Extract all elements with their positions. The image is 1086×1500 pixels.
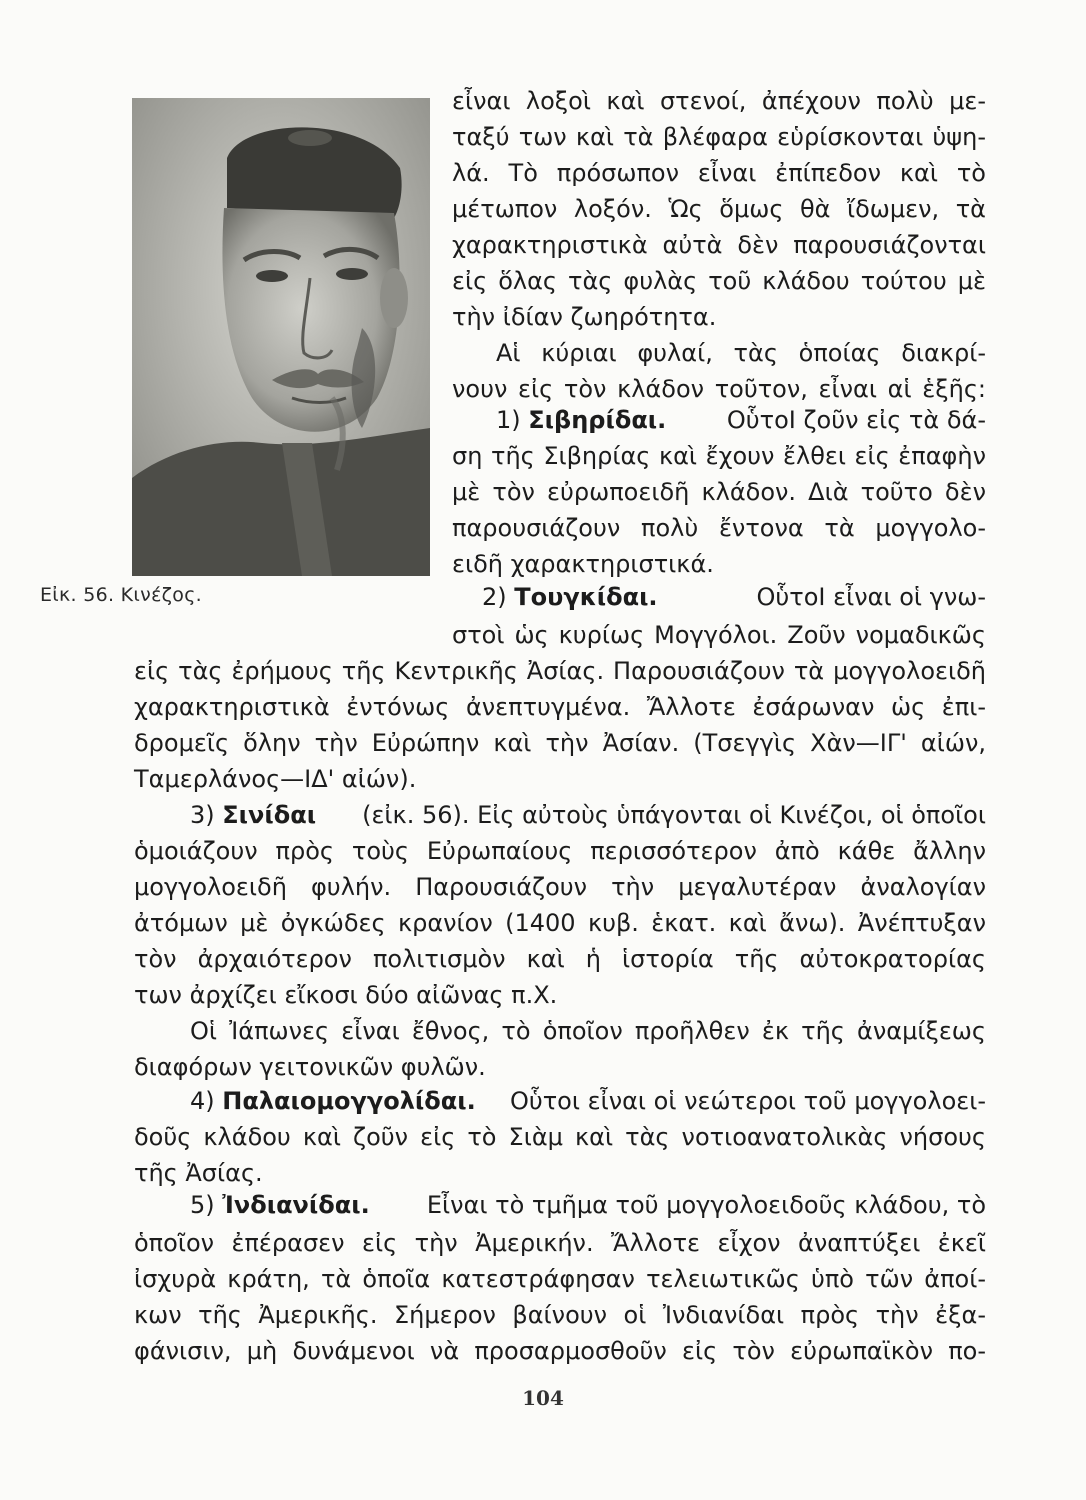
text-line: μὲ τὸν εὐρωποειδῆ κλάδον. Διὰ τοῦτο δὲν [452,478,986,506]
heading-number: 3) [190,801,215,829]
text-span: (εἰκ. 56). Εἰς αὐτοὺς ὑπάγονται οἱ Κινέζοι, οἱ ὁποῖοι [362,801,986,829]
text-line: στοὶ ὡς κυρίως Μογγόλοι. Ζοῦν νομαδικῶς [452,621,986,649]
heading-number: 2) [482,583,507,611]
text-line: Οἱ Ἰάπωνες εἶναι ἔθνος, τὸ ὁποῖον προῆλθεν ἐκ τῆς ἀναμίξεως [190,1017,986,1045]
heading-number: 4) [190,1087,215,1115]
text-line: φάνισιν, μὴ δυνάμενοι νὰ προσαρμοσθοῦν εἰς τὸν εὐρωπαϊκὸν πο- [134,1337,986,1365]
text-line: Ταμερλάνος—ΙΔ' αἰών). [134,765,417,793]
page-number: 104 [522,1386,564,1410]
text-line: νουν εἰς τὸν κλάδον τοῦτον, εἶναι αἱ ἑξῆς: [452,375,986,403]
text-line: μογγολοειδῆ φυλήν. Παρουσιάζουν τὴν μεγαλυτέραν ἀναλογίαν [134,873,986,901]
text-line: εἰς τὰς ἐρήμους τῆς Κεντρικῆς Ἀσίας. Παρουσιάζουν τὰ μογγολοειδῆ [134,657,986,685]
text-line: τὸν ἀρχαιότερον πολιτισμὸν καὶ ἡ ἱστορία τῆς αὐτοκρατορίας [134,945,986,973]
text-line: δρομεῖς ὅλην τὴν Εὐρώπην καὶ τὴν Ἀσίαν. (Τσεγγὶς Χὰν—ΙΓ' αἰών, [134,729,986,757]
text-line: τῆς Ἀσίας. [134,1159,263,1187]
text-line: ὁποῖον ἐπέρασεν εἰς τὴν Ἀμερικήν. Ἄλλοτε εἶχον ἀναπτύξει ἐκεῖ [134,1229,986,1257]
text-span: ΟὗτοΙ εἶναι οἱ γνω- [756,583,986,611]
text-line: εἶναι λοξοὶ καὶ στενοί, ἀπέχουν πολὺ με- [452,87,986,115]
heading-line-4 [190,1086,986,1116]
portrait-photo [132,98,430,576]
heading-palaiomongolidai: Παλαιομογγολίδαι. [222,1087,476,1115]
text-line: τὴν ἰδίαν ζωηρότητα. [452,303,717,331]
text-line: ση τῆς Σιβηρίας καὶ ἔχουν ἔλθει εἰς ἐπαφὴν [452,442,986,470]
text-line: κων τῆς Ἀμερικῆς. Σήμερον βαίνουν οἱ Ἰνδιανίδαι πρὸς τὴν ἐξα- [134,1301,986,1329]
text-line: μέτωπον λοξόν. Ὡς ὅμως θὰ ἴδωμεν, τὰ [452,195,986,223]
heading-number: 5) [190,1191,215,1219]
heading-tougkidai: Τουγκίδαι. [514,583,658,611]
heading-line-3 [190,800,986,830]
text-line: Αἱ κύριαι φυλαί, τὰς ὁποίας διακρί- [496,339,986,367]
text-line: χαρακτηριστικὰ ἐντόνως ἀνεπτυγμένα. Ἄλλοτε ἐσάρωναν ὡς ἐπι- [134,693,986,721]
text-line: χαρακτηριστικὰ αὐτὰ δὲν παρουσιάζονται [452,231,986,259]
text-span: ΟὗτοΙ ζοῦν εἰς τὰ δά- [726,406,986,434]
text-line: των ἀρχίζει εἴκοσι δύο αἰῶνας π.Χ. [134,981,558,1009]
heading-sibiridai: Σιβηρίδαι. [528,406,667,434]
text-line: ἰσχυρὰ κράτη, τὰ ὁποῖα κατεστράφησαν τελειωτικῶς ὑπὸ τῶν ἀποί- [134,1265,986,1293]
text-line: ἀτόμων μὲ ὀγκώδες κρανίον (1400 κυβ. ἑκατ. καὶ ἄνω). Ἀνέπτυξαν [134,909,986,937]
heading-line-5 [190,1190,986,1220]
text-line: εἰς ὅλας τὰς φυλὰς τοῦ κλάδου τούτου μὲ [452,267,986,295]
text-line: διαφόρων γειτονικῶν φυλῶν. [134,1053,486,1081]
portrait-illustration [132,98,430,576]
heading-line-2 [482,582,986,612]
text-span: Οὗτοι εἶναι οἱ νεώτεροι τοῦ μογγολοει- [509,1087,986,1115]
text-line: ταξύ των καὶ τὰ βλέφαρα εὑρίσκονται ὑψη- [452,123,986,151]
text-line: δοῦς κλάδου καὶ ζοῦν εἰς τὸ Σιὰμ καὶ τὰς νοτιοανατολικὰς νήσους [134,1123,986,1151]
figure-caption: Εἰκ. 56. Κινέζος. [40,584,202,606]
text-line: ὁμοιάζουν πρὸς τοὺς Εὐρωπαίους περισσότερον ἀπὸ κάθε ἄλλην [134,837,986,865]
heading-line-1 [496,405,986,435]
text-line: λά. Τὸ πρόσωπον εἶναι ἐπίπεδον καὶ τὸ [452,159,986,187]
heading-indianidai: Ἰνδιανίδαι. [222,1191,370,1219]
heading-sinidai: Σινίδαι [222,801,317,829]
text-line: παρουσιάζουν πολὺ ἔντονα τὰ μογγολο- [452,514,986,542]
figure [132,98,430,576]
heading-number: 1) [496,406,521,434]
text-span: Εἶναι τὸ τμῆμα τοῦ μογγολοειδοῦς κλάδου, τὸ [426,1191,986,1219]
text-line: ειδῆ χαρακτηριστικά. [452,550,714,578]
